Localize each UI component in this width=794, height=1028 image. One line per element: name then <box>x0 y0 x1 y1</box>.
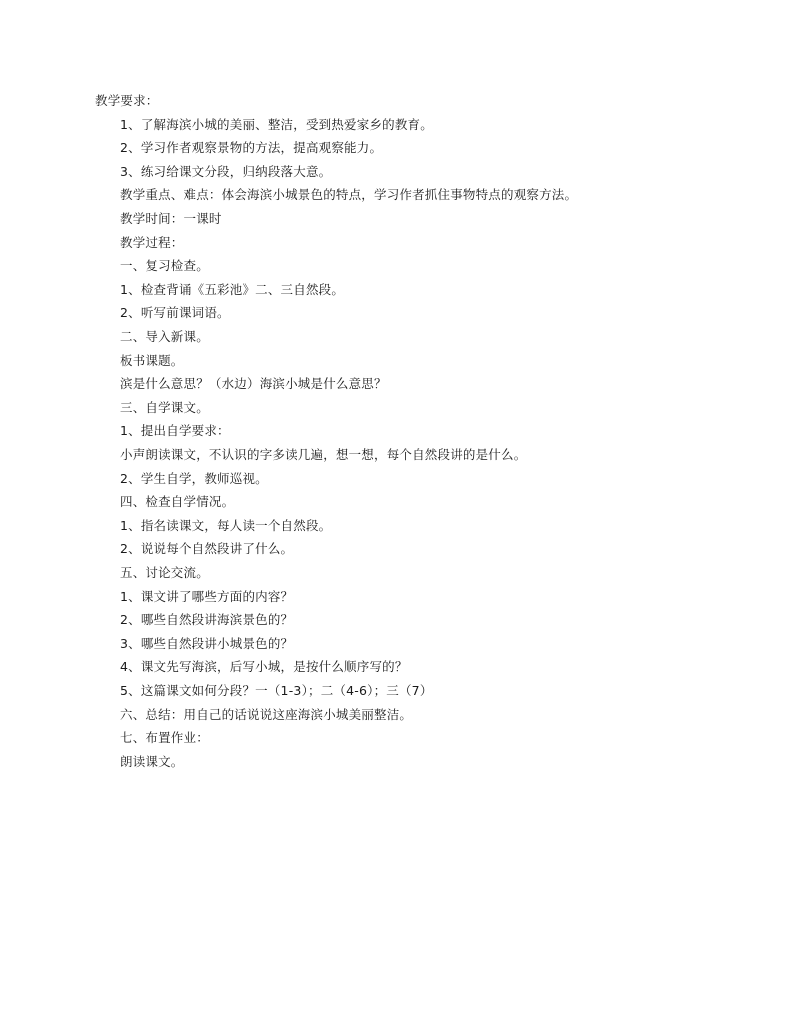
step-2-line-2: 滨是什么意思？（水边）海滨小城是什么意思？ <box>120 376 387 392</box>
requirement-item-2: 2、学习作者观察景物的方法，提高观察能力。 <box>120 140 383 156</box>
requirement-item-3: 3、练习给课文分段，归纳段落大意。 <box>120 163 332 179</box>
step-3-item-2: 2、学生自学，教师巡视。 <box>120 470 268 486</box>
section-heading-requirements: 教学要求： <box>95 93 159 108</box>
step-5-heading: 五、讨论交流。 <box>120 565 209 580</box>
step-2-heading: 二、导入新课。 <box>120 329 209 344</box>
step-6-summary: 六、总结：用自己的话说说这座海滨小城美丽整洁。 <box>120 706 413 722</box>
requirement-item-1: 1、了解海滨小城的美丽、整洁，受到热爱家乡的教育。 <box>120 116 433 132</box>
step-1-item-1: 1、检查背诵《五彩池》二、三自然段。 <box>120 281 345 297</box>
step-5-item-3: 3、哪些自然段讲小城景色的？ <box>120 635 294 651</box>
step-4-item-1: 1、指名读课文，每人读一个自然段。 <box>120 517 332 533</box>
homework-line: 朗读课文。 <box>120 753 184 769</box>
step-7-heading: 七、布置作业： <box>120 730 209 746</box>
step-1-heading: 一、复习检查。 <box>120 258 209 274</box>
step-3-item-1: 1、提出自学要求： <box>120 423 230 439</box>
step-5-item-1: 1、课文讲了哪些方面的内容？ <box>120 588 294 604</box>
key-points-line: 教学重点、难点：体会海滨小城景色的特点，学习作者抓住事物特点的观察方法。 <box>120 187 578 203</box>
step-5-item-5: 5、这篇课文如何分段？一（1-3）；二（4-6）；三（7） <box>120 683 433 698</box>
step-3-instructions: 小声朗读课文，不认识的字多读几遍，想一想，每个自然段讲的是什么。 <box>120 447 527 462</box>
step-4-heading: 四、检查自学情况。 <box>120 494 235 510</box>
step-3-heading: 三、自学课文。 <box>120 399 209 415</box>
teaching-process-heading: 教学过程： <box>120 234 184 250</box>
step-4-item-2: 2、说说每个自然段讲了什么。 <box>120 541 294 557</box>
teaching-time-line: 教学时间：一课时 <box>120 211 222 226</box>
step-2-line-1: 板书课题。 <box>120 352 184 368</box>
step-5-item-4: 4、课文先写海滨，后写小城，是按什么顺序写的？ <box>120 659 408 675</box>
step-5-item-2: 2、哪些自然段讲海滨景色的？ <box>120 612 294 628</box>
step-1-item-2: 2、听写前课词语。 <box>120 305 230 321</box>
